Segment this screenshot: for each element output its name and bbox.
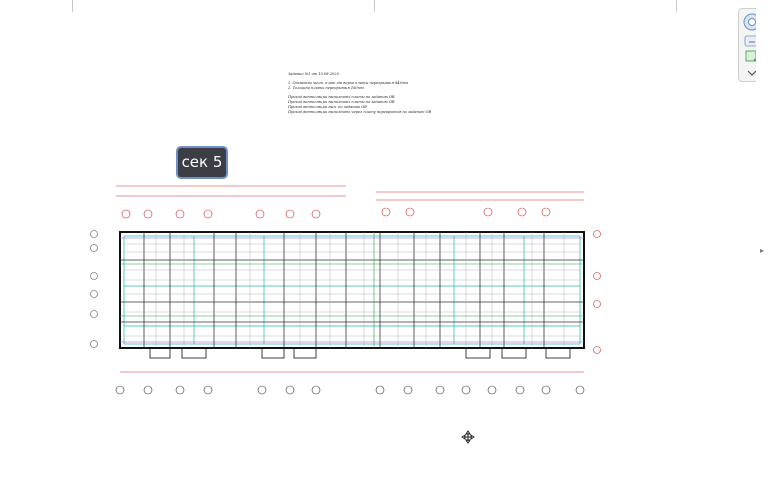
note-item: Проход вентиляции выполнить через плиту перекрытия по заданию ОВ [288, 110, 432, 114]
floor-plan-drawing [84, 176, 614, 404]
left-grid-bubbles [91, 231, 98, 348]
vertical-scrollbar[interactable] [756, 0, 768, 500]
scroll-arrow-icon[interactable]: ▸ [759, 246, 764, 255]
bottom-grid-bubbles [116, 386, 584, 394]
ruler-tick [676, 0, 677, 12]
right-grid-bubbles [594, 231, 601, 354]
note-item: 2. Толщина плиты перекрытия 160мм [288, 86, 364, 90]
top-grid-bubbles [122, 208, 550, 218]
interior-walls [120, 232, 584, 348]
note-item: Проход вентиляции выполнить плиты по заданию ОВ [288, 100, 395, 104]
top-dimensions [116, 186, 584, 200]
notes-block [288, 72, 438, 115]
ruler-tick [72, 0, 73, 12]
balconies [150, 348, 570, 358]
ruler-tick [374, 0, 375, 12]
exterior-walls [120, 232, 584, 348]
note-item: Проход вентиляции вып. по заданию ОВ [288, 105, 367, 109]
notes-title: Задание №1 от 10.08.2020 [288, 72, 339, 76]
purple-lines [120, 238, 584, 342]
green-lines [120, 232, 584, 348]
note-item: Проход вентиляции выполнить плиты по заданию ОВ [288, 95, 395, 99]
detail-lines [124, 232, 580, 348]
note-item: 1. Отметка чист. плит от верха плиты перекрытия 840мм [288, 81, 408, 85]
section-label[interactable]: сек 5 [178, 148, 226, 177]
cyan-lines [124, 236, 580, 344]
move-cursor-icon [461, 430, 475, 444]
chevron-down-icon[interactable] [748, 71, 756, 75]
